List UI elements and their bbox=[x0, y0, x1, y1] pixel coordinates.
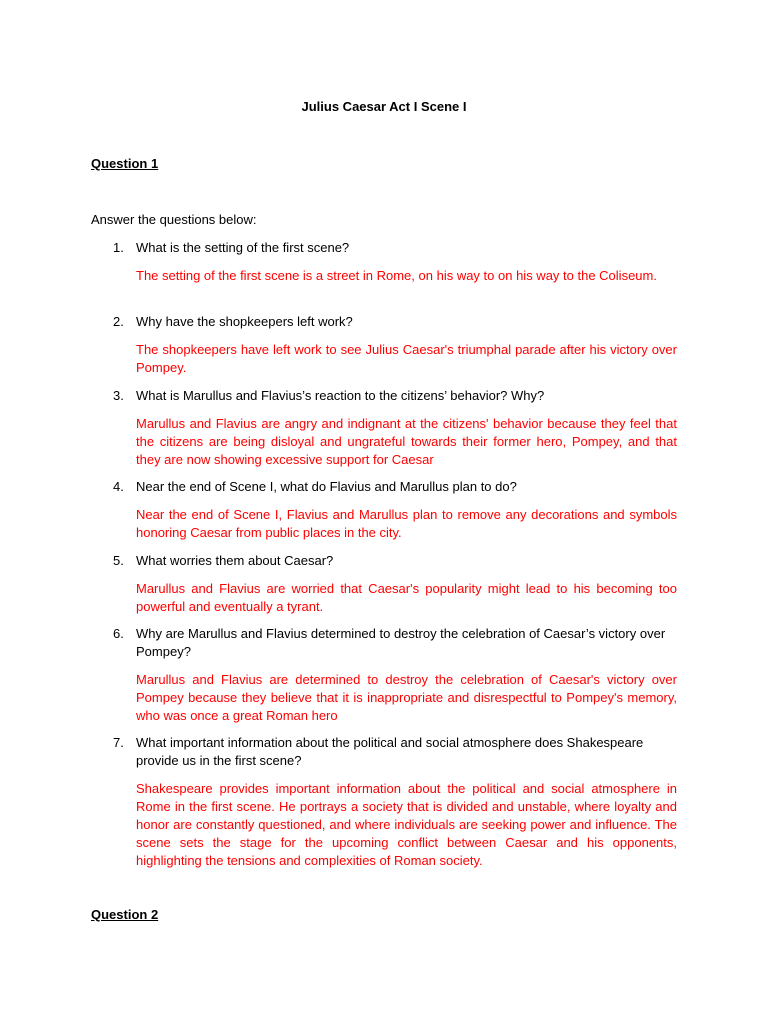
question-text: Near the end of Scene I, what do Flavius and Marullus plan to do? bbox=[136, 479, 517, 494]
question-number: 5. bbox=[113, 553, 124, 568]
question-number: 6. bbox=[113, 626, 124, 641]
question-number: 2. bbox=[113, 314, 124, 329]
question-text: What is the setting of the first scene? bbox=[136, 240, 350, 255]
instructions-text: Answer the questions below: bbox=[91, 212, 257, 227]
answer-text: The setting of the first scene is a street in Rome, on his way to on his way to the Coliseum. bbox=[136, 268, 657, 283]
question-number: 7. bbox=[113, 735, 124, 750]
question-2-heading: Question 2 bbox=[91, 907, 159, 922]
question-number: 3. bbox=[113, 388, 124, 403]
document-title: Julius Caesar Act I Scene I bbox=[301, 99, 467, 114]
question-text: Why are Marullus and Flavius determined to destroy the celebration of Caesar’s victory over Pompey? bbox=[136, 626, 666, 659]
answer-text: The shopkeepers have left work to see Julius Caesar's triumphal parade after his victory over Pompey. bbox=[136, 342, 677, 375]
question-text: What important information about the political and social atmosphere does Shakespeare provide us in the first scene? bbox=[136, 735, 644, 768]
answer-text: Marullus and Flavius are angry and indignant at the citizens' behavior because they feel that the citizens are being disloyal and ungrateful towards their former hero, Pompey, and that they are now showing excessive support for Caesar bbox=[136, 416, 677, 467]
answer-text: Shakespeare provides important information about the political and social atmosphere in Rome in the first scene. He portrays a society that is divided and unstable, where loyalty and honor are constantly questioned, and where individuals are seeking power and influence. The scene sets the stage for the upcoming conflict between Caesar and his opponents, highlighting the tensions and complexities of Roman society. bbox=[136, 781, 677, 868]
question-text: What worries them about Caesar? bbox=[136, 553, 334, 568]
answer-text: Near the end of Scene I, Flavius and Marullus plan to remove any decorations and symbols honoring Caesar from public places in the city. bbox=[136, 507, 677, 540]
question-1-heading: Question 1 bbox=[91, 156, 159, 171]
answer-text: Marullus and Flavius are determined to destroy the celebration of Caesar's victory over Pompey because they believe that it is inappropriate and disrespectful to Pompey's memory, who was once a great Roman hero bbox=[136, 672, 677, 723]
answer-text: Marullus and Flavius are worried that Caesar's popularity might lead to his becoming too powerful and eventually a tyrant. bbox=[136, 581, 677, 614]
question-number: 4. bbox=[113, 479, 124, 494]
question-number: 1. bbox=[113, 240, 124, 255]
question-text: Why have the shopkeepers left work? bbox=[136, 314, 353, 329]
question-text: What is Marullus and Flavius’s reaction to the citizens’ behavior? Why? bbox=[136, 388, 545, 403]
